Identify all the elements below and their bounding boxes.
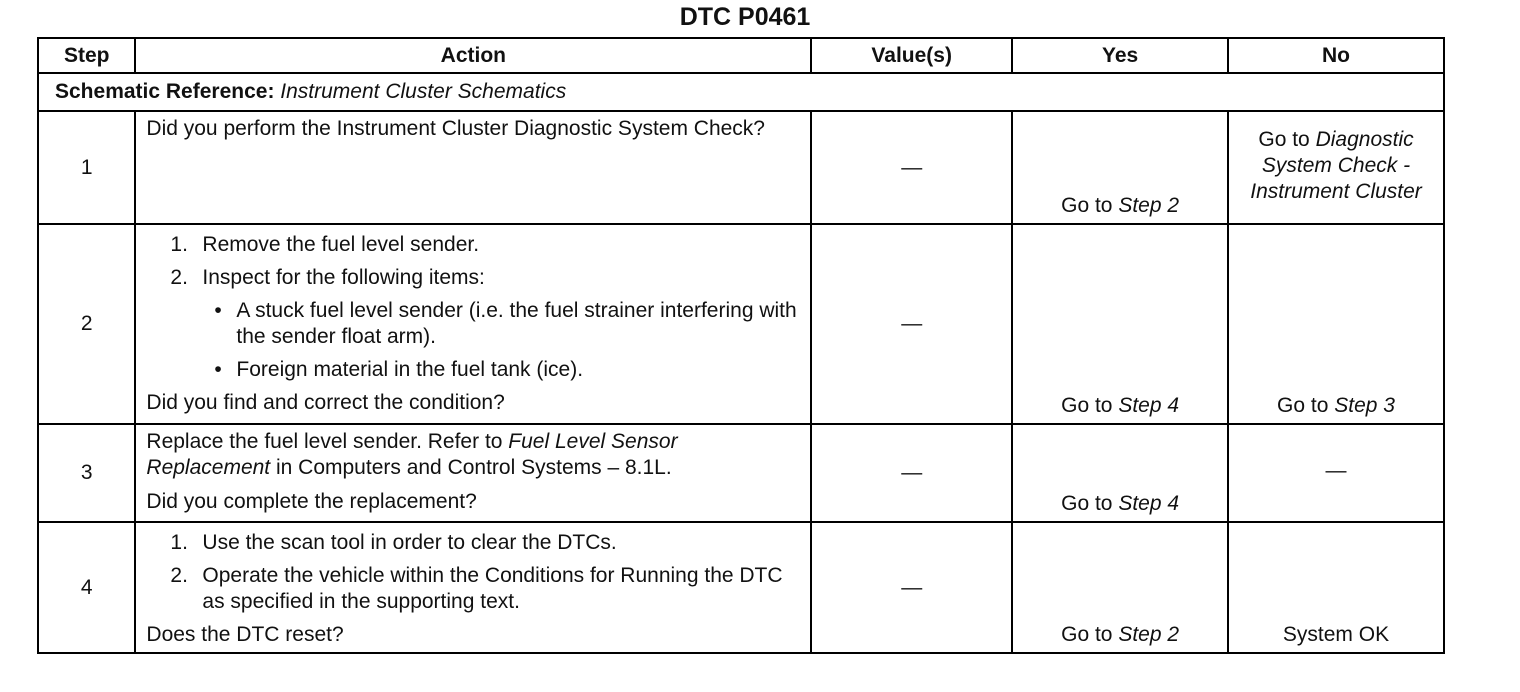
yes-cell (1012, 111, 1228, 224)
list-number: 1. (170, 531, 188, 554)
page-title: DTC P0461 (679, 3, 811, 31)
yes-prefix: Go to (1061, 492, 1113, 515)
no-prefix: Go to (1277, 394, 1329, 417)
yes-cell (1012, 424, 1228, 522)
yes-cell (1012, 522, 1228, 653)
diagnostic-table (37, 37, 1445, 654)
table-row (38, 111, 1444, 224)
header-action: Action (135, 38, 811, 73)
no-link[interactable]: Step 3 (1334, 394, 1395, 417)
list-item (146, 265, 800, 291)
bullet-icon: • (214, 299, 222, 322)
table-row (38, 224, 1444, 424)
step-number: 3 (38, 424, 135, 522)
yes-prefix: Go to (1061, 623, 1113, 646)
header-no: No (1228, 38, 1444, 73)
header-values: Value(s) (811, 38, 1012, 73)
yes-link[interactable]: Step 2 (1118, 194, 1180, 217)
action-pre: Replace the fuel level sender. Refer to (146, 430, 503, 453)
table-row (38, 522, 1444, 653)
header-step: Step (38, 38, 135, 73)
no-cell: System OK (1228, 522, 1444, 653)
schematic-reference (38, 73, 1444, 111)
bullet-icon: • (214, 358, 222, 381)
no-cell (1228, 224, 1444, 424)
no-link[interactable]: Diagnostic System Check - Instrument Cluster (1250, 127, 1422, 203)
action-text: Did you perform the Instrument Cluster Diagnostic System Check? (146, 117, 765, 140)
value-cell: — (811, 111, 1012, 224)
action-cell (135, 111, 811, 224)
step-number: 1 (38, 111, 135, 224)
action-text (146, 429, 800, 481)
table-row (38, 424, 1444, 522)
list-item (146, 563, 800, 615)
list-item (146, 232, 800, 258)
action-link[interactable]: Fuel Level Sensor Replacement (146, 430, 678, 479)
list-text: Use the scan tool in order to clear the DTCs. (202, 531, 617, 554)
bullet-text: Foreign material in the fuel tank (ice). (236, 358, 584, 381)
yes-prefix: Go to (1061, 194, 1113, 217)
question-text: Does the DTC reset? (146, 623, 344, 646)
question-text: Did you complete the replacement? (146, 490, 477, 513)
no-prefix: Go to (1258, 127, 1310, 151)
yes-link[interactable]: Step 2 (1118, 623, 1180, 646)
action-cell (135, 224, 811, 424)
list-number: 2. (170, 564, 188, 587)
header-yes: Yes (1012, 38, 1228, 73)
list-text: Remove the fuel level sender. (202, 233, 480, 256)
value-cell: — (811, 522, 1012, 653)
schematic-link[interactable]: Instrument Cluster Schematics (280, 80, 567, 103)
bullet-item (146, 357, 800, 383)
action-post: in Computers and Control Systems – 8.1L. (275, 456, 672, 479)
bullet-item (146, 298, 800, 350)
yes-link[interactable]: Step 4 (1118, 394, 1180, 417)
list-item (146, 530, 800, 556)
value-cell: — (811, 424, 1012, 522)
yes-prefix: Go to (1061, 394, 1113, 417)
bullet-text: A stuck fuel level sender (i.e. the fuel strainer interfering with the sender float arm). (236, 299, 797, 348)
no-cell: — (1228, 424, 1444, 522)
schematic-label: Schematic Reference: (55, 80, 275, 103)
yes-cell (1012, 224, 1228, 424)
list-number: 2. (170, 266, 188, 289)
value-cell: — (811, 224, 1012, 424)
action-cell (135, 424, 811, 522)
header-row (38, 38, 1444, 73)
schematic-row (38, 73, 1444, 111)
step-number: 2 (38, 224, 135, 424)
list-number: 1. (170, 233, 188, 256)
question-text: Did you find and correct the condition? (146, 391, 505, 414)
yes-link[interactable]: Step 4 (1118, 492, 1180, 515)
list-text: Inspect for the following items: (202, 266, 485, 289)
list-text: Operate the vehicle within the Conditions for Running the DTC as specified in the supporting text. (202, 564, 783, 613)
action-cell (135, 522, 811, 653)
no-cell (1228, 111, 1444, 224)
step-number: 4 (38, 522, 135, 653)
